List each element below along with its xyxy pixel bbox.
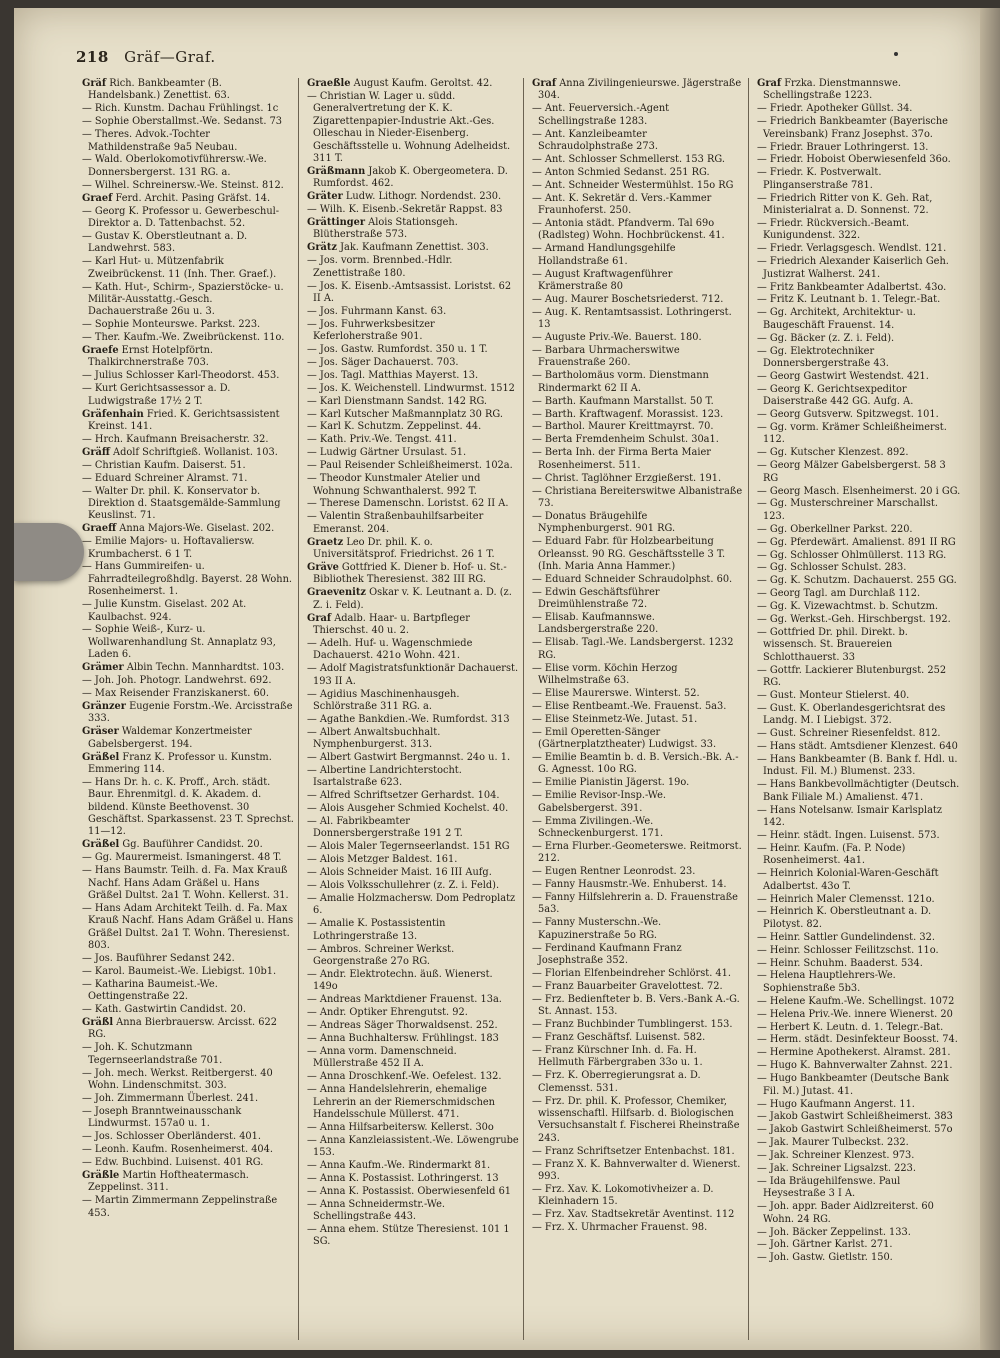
directory-entry: Graeff Anna Majors-We. Giselast. 202. — [82, 523, 275, 535]
directory-entry: — Franz Buchbinder Tumblingerst. 153. — [532, 1019, 733, 1031]
directory-entry: — Wilhel. Schreinersw.-We. Steinst. 812. — [82, 179, 284, 191]
directory-entry: — Frz. X. Uhrmacher Frauenst. 98. — [532, 1222, 708, 1234]
directory-entry: — Ferdinand Kaufmann Franz Josephstraße 352. — [532, 942, 682, 967]
directory-entry: — Fanny Musterschn.-We. Kapuzinerstraße 5o RG. — [532, 917, 662, 941]
directory-entry: — Theodor Kunstmaler Atelier und Wohnung Schwanthalerst. 992 T. — [307, 473, 481, 497]
directory-entry: Gränzer Eugenie Forstm.-We. Arcisstraße 333. — [82, 700, 293, 725]
directory-entry: — Helena Priv.-We. innere Wienerst. 20 — [757, 1008, 953, 1020]
directory-entry: — Elise Steinmetz-We. Jutast. 51. — [532, 713, 698, 725]
directory-entry: — Jos. Säger Dachauerst. 703. — [307, 356, 459, 368]
directory-entry: — Franz X. K. Bahnverwalter d. Wienerst. 993. — [532, 1158, 741, 1182]
directory-entry: — Anna Hilfsarbeitersw. Kellerst. 30o — [307, 1121, 494, 1133]
directory-entry: — Friedr. Rückversich.-Beamt. Kunigundenst. 322. — [757, 217, 910, 242]
directory-entry: — Gg. Architekt, Architektur- u. Baugeschäft Frauenst. 14. — [757, 307, 916, 331]
directory-entry: — Emilie Beamtin b. d. B. Versich.-Bk. A.-G. Agnesst. 10o RG. — [532, 752, 739, 776]
directory-entry: — Christian W. Lager u. südd. Generalvertretung der K. K. Zigarettenpapier-Industrie Akt.-Ges. Olleschau in Nieder-Eisenberg. Geschäftsstelle u. Wohnung Adelheidst. 311 T. — [307, 90, 511, 164]
directory-entry: — Christiana Bereiterswitwe Albanistraße 73. — [532, 485, 743, 509]
directory-entry: — Valentin Straßenbauhilfsarbeiter Emeranst. 204. — [307, 511, 484, 535]
directory-entry: — Franz Schriftsetzer Entenbachst. 181. — [532, 1145, 735, 1157]
directory-entry: — Alois Volksschullehrer (z. Z. i. Feld). — [307, 880, 500, 892]
directory-entry: — Heinrich Maler Clemensst. 121o. — [757, 893, 935, 905]
directory-entry: Gräßel Gg. Bauführer Candidst. 20. — [82, 839, 263, 851]
directory-entry: — Alois Ausgeher Schmied Kochelst. 40. — [307, 803, 509, 815]
directory-entry: — Joh. Joh. Photogr. Landwehrst. 692. — [82, 675, 272, 687]
directory-entry: — Aug. Maurer Boschetsriederst. 712. — [532, 293, 724, 305]
directory-entry: — Jak. Schreiner Ligsalzst. 223. — [757, 1163, 916, 1175]
directory-entry: Gräßmann Jakob K. Obergeometera. D. Rumfordst. 462. — [307, 165, 508, 190]
directory-entry: — Berta Fremdenheim Schulst. 30a1. — [532, 434, 719, 446]
directory-entry: — Armand Handlungsgehilfe Hollandstraße 61. — [532, 243, 676, 267]
directory-entry: — Jos. Bauführer Sedanst 242. — [82, 953, 235, 965]
directory-entry: — Alois Schneider Maist. 16 III Aufg. — [307, 867, 492, 879]
directory-entry: Gräve Gottfried K. Diener b. Hof- u. St.-Bibliothek Theresienst. 382 III RG. — [307, 561, 507, 586]
directory-entry: — Wald. Oberlokomotivführersw.-We. Donnersbergerst. 131 RG. a. — [82, 154, 267, 178]
directory-entry: — Gg. K. Vizewachtmst. b. Schutzm. — [757, 601, 939, 613]
directory-entry: — Jos. Tagl. Matthias Mayerst. 13. — [307, 369, 479, 381]
directory-entry: — Erna Flurber.-Geometerswe. Reitmorst. 212. — [532, 840, 742, 865]
directory-entry: — Hans Gummireifen- u. Fahrradteilegroßhdlg. Bayerst. 28 Wohn. Rosenheimerst. 1. — [82, 561, 293, 598]
directory-entry: — Anna Kanzleiassistent.-We. Löwengrube 153. — [307, 1134, 519, 1159]
directory-entry: — Leonh. Kaufm. Rosenheimerst. 404. — [82, 1144, 274, 1156]
directory-entry: — Antonia städt. Pfandverm. Tal 69o (Radlsteg) Wohn. Hochbrückenst. 41. — [532, 217, 725, 242]
directory-entry: — Walter Dr. phil. K. Konservator b. Direktion d. Staatsgemälde-Sammlung Keuslinst. 71. — [82, 485, 281, 522]
directory-entry: — Alois Maler Tegernseerlandst. 151 RG — [307, 841, 510, 853]
directory-entry: — Jos. K. Weichenstell. Lindwurmst. 1512 — [307, 382, 515, 394]
directory-entry: Gräfenhain Fried. K. Gerichtsassistent Kreinst. 141. — [82, 408, 280, 432]
directory-entry: — Gg. Maurermeist. Ismaningerst. 48 T. — [82, 852, 282, 864]
directory-entry: — Franz Geschäftsf. Luisenst. 582. — [532, 1031, 706, 1043]
directory-entry: — Hermine Apothekerst. Alramst. 281. — [757, 1047, 951, 1059]
directory-entry: — Adelh. Huf- u. Wagenschmiede Dachauerst. 421o Wohn. 421. — [307, 637, 473, 662]
directory-entry: — Eduard Fabr. für Holzbearbeitung Orleansst. 90 RG. Geschäftsstelle 3 T. (Inh. Maria Anna Hammer.) — [532, 536, 726, 572]
directory-entry: — Edw. Buchbind. Luisenst. 401 RG. — [82, 1157, 264, 1169]
directory-entry: — Friedrich Bankbeamter (Bayerische Vereinsbank) Franz Josephst. 37o. — [757, 116, 948, 140]
directory-entry: — Jakob Gastwirt Schleißheimerst. 57o — [757, 1124, 953, 1136]
directory-entry: — Christian Kaufm. Daiserst. 51. — [82, 459, 246, 471]
directory-entry: — Emilie Majors- u. Hoftavaliersw. Krumbacherst. 6 1 T. — [82, 536, 255, 560]
directory-entry: — Agathe Bankdien.-We. Rumfordst. 313 — [307, 713, 510, 725]
directory-entry: — Christ. Taglöhner Erzgießerst. 191. — [532, 472, 722, 484]
directory-entry: — Herm. städt. Desinfekteur Boosst. 74. — [757, 1034, 958, 1046]
directory-entry: — Alfred Schriftsetzer Gerhardst. 104. — [307, 790, 500, 802]
directory-entry: — Gottfried Dr. phil. Direkt. b. wissensch. St. Brauereien Schlotthauerst. 33 — [757, 626, 908, 663]
directory-entry: — Andr. Elektrotechn. äuß. Wienerst. 149o — [307, 968, 493, 993]
directory-entry: — Gust. Schreiner Riesenfeldst. 812. — [757, 728, 941, 740]
directory-entry: Gräßle Martin Hoftheatermasch. Zeppelinst. 311. — [82, 1169, 249, 1194]
directory-entry: — Hans Dr. h. c. K. Proff., Arch. städt. Baur. Ehrenmitgl. d. K. Akadem. d. bildend. Künste Beethovenst. 30 Geschäftst. Sparkassenst. 23 T. Sprechst. 11—12. — [82, 776, 294, 838]
directory-entry: — Theres. Advok.-Tochter Mathildenstraße 9a5 Neubau. — [82, 129, 238, 153]
directory-entry: — Friedr. Brauer Lothringerst. 13. — [757, 141, 929, 153]
directory-entry: — Anton Schmied Sedanst. 251 RG. — [532, 166, 710, 178]
page-header — [76, 48, 216, 72]
directory-entry: — Karl Hut- u. Mützenfabrik Zweibrückenst. 11 (Inh. Ther. Graef.). — [82, 256, 277, 280]
column-1 — [76, 78, 299, 1340]
directory-entry: — Georg Gutsverw. Spitzwegst. 101. — [757, 409, 939, 421]
directory-entry: — Franz Kürschner Inh. d. Fa. H. Hellmuth Färbergraben 33o u. 1. — [532, 1044, 703, 1069]
directory-entry: — Heinrich K. Oberstleutnant a. D. Pilotyst. 82. — [757, 906, 932, 930]
directory-entry: — Gottfr. Lackierer Blutenburgst. 252 RG. — [757, 664, 947, 689]
directory-entry: Graf Anna Zivilingenieurswe. Jägerstraße 304. — [532, 78, 742, 102]
directory-entry: — Andreas Marktdiener Frauenst. 13a. — [307, 994, 502, 1006]
directory-entry: — Gust. Monteur Stielerst. 40. — [757, 690, 910, 701]
directory-entry: — Anna Schneidermstr.-We. Schellingstraße 443. — [307, 1198, 445, 1223]
directory-entry: — Gg. Werkst.-Geh. Hirschbergst. 192. — [757, 614, 951, 626]
directory-entry: — Aug. K. Rentamtsassist. Lothringerst. 13 — [532, 306, 732, 331]
directory-entry: — Gg. K. Schutzm. Dachauerst. 255 GG. — [757, 575, 957, 587]
directory-entry: — Katharina Baumeist.-We. Oettingenstraße 22. — [82, 978, 218, 1003]
directory-entry: — Kurt Gerichtsassessor a. D. Ludwigstraße 17½ 2 T. — [82, 383, 231, 407]
directory-entry: — Ambros. Schreiner Werkst. Georgenstraße 27o RG. — [307, 943, 455, 968]
directory-entry: — Eugen Rentner Leonrodst. 23. — [532, 866, 696, 878]
directory-entry: — Hans städt. Amtsdiener Klenzest. 640 — [757, 741, 958, 753]
directory-entry: — Wilh. K. Eisenb.-Sekretär Rappst. 83 — [307, 204, 503, 216]
directory-entry: — Frz. Xav. K. Lokomotivheizer a. D. Kleinhadern 15. — [532, 1183, 714, 1208]
directory-entry: — Anna Buchhaltersw. Frühlingst. 183 — [307, 1032, 499, 1044]
directory-entry: — Auguste Priv.-We. Bauerst. 180. — [532, 332, 702, 344]
directory-entry: — Berta Inh. der Firma Berta Maier Rosenheimerst. 511. — [532, 447, 711, 471]
directory-entry: — Georg Masch. Elsenheimerst. 20 i GG. — [757, 485, 961, 497]
directory-entry: — Jos. Fuhrmann Kanst. 63. — [307, 305, 447, 317]
directory-entry: — Friedr. Hoboist Oberwiesenfeld 36o. — [757, 154, 951, 166]
directory-entry: — Georg K. Professor u. Gewerbeschul-Direktor a. D. Tattenbachst. 52. — [82, 205, 280, 229]
directory-entry: — Barthol. Maurer Kreittmayrst. 70. — [532, 421, 714, 433]
directory-entry: — Barth. Kaufmann Marstallst. 50 T. — [532, 395, 714, 407]
directory-entry: — Gg. Kutscher Klenzest. 892. — [757, 447, 909, 459]
directory-page — [14, 8, 980, 1350]
directory-entry: — Edwin Geschäftsführer Dreimühlenstraße 72. — [532, 586, 660, 611]
page-tab-marker — [14, 523, 84, 581]
directory-entry: Gräff Adolf Schriftgieß. Wollanist. 103. — [82, 446, 278, 458]
directory-entry: — Ant. Feuerversich.-Agent Schellingstraße 1283. — [532, 103, 670, 127]
directory-entry: — Gg. Elektrotechniker Donnersbergerstraße 43. — [757, 345, 889, 369]
directory-entry: — Amalie Holzmachersw. Dom Pedroplatz 6. — [307, 893, 516, 917]
directory-entry: — Paul Reisender Schleißheimerst. 102a. — [307, 460, 513, 472]
directory-entry: — Anna Droschkenf.-We. Oefelest. 132. — [307, 1071, 502, 1083]
columns-container — [76, 78, 966, 1340]
directory-entry: — Albert Anwaltsbuchhalt. Nymphenburgerst. 313. — [307, 726, 441, 751]
column-2 — [301, 78, 524, 1340]
directory-entry: Graetz Leo Dr. phil. K. o. Universitätsprof. Friedrichst. 26 1 T. — [307, 536, 495, 561]
directory-entry: — Karol. Baumeist.-We. Liebigst. 10b1. — [82, 965, 277, 977]
directory-entry: — Heinr. Kaufm. (Fa. P. Node) Rosenheimerst. 4a1. — [757, 842, 906, 867]
directory-entry: — Hans Bankbeamter (B. Bank f. Hdl. u. Indust. Fil. M.) Blumenst. 233. — [757, 754, 958, 778]
directory-entry: — Elise vorm. Köchin Herzog Wilhelmstraße 63. — [532, 662, 678, 687]
directory-entry: — Joseph Branntweinausschank Lindwurmst. 157a0 u. 1. — [82, 1105, 242, 1130]
directory-entry: — Heinr. Schuhm. Baaderst. 534. — [757, 957, 923, 969]
directory-entry: — Ant. Schlosser Schmellerst. 153 RG. — [532, 153, 725, 165]
directory-entry: — Frz. K. Oberregierungsrat a. D. Clemensst. 531. — [532, 1070, 701, 1094]
directory-entry: — Alois Metzger Baldest. 161. — [307, 854, 458, 866]
directory-entry: — Elisab. Kaufmannswe. Landsbergerstraße 220. — [532, 612, 659, 636]
directory-entry: — Barth. Kraftwagenf. Morassist. 123. — [532, 408, 724, 420]
directory-entry: — Joh. Zimmermann Überlest. 241. — [82, 1093, 259, 1104]
directory-entry: — Gg. Oberkellner Parkst. 220. — [757, 523, 913, 535]
directory-entry: — Fanny Hausmstr.-We. Enhuberst. 14. — [532, 879, 727, 891]
directory-entry: — Barbara Uhrmacherswitwe Frauenstraße 260. — [532, 345, 680, 369]
directory-entry: — Amalie K. Postassistentin Lothringerstraße 13. — [307, 918, 446, 942]
directory-entry: — Florian Elfenbeindreher Schlörst. 41. — [532, 967, 732, 979]
column-3 — [526, 78, 749, 1340]
directory-entry: — Elise Maurerswe. Winterst. 52. — [532, 688, 700, 699]
directory-entry: — Adolf Magistratsfunktionär Dachauerst. 193 II A. — [307, 663, 519, 687]
directory-entry: — Anna ehem. Stütze Theresienst. 101 1 SG. — [307, 1224, 510, 1248]
directory-entry: — Hans Bankbevollmächtigter (Deutsch. Bank Filiale M.) Amalienst. 471. — [757, 779, 960, 803]
directory-entry: — Friedrich Alexander Kaiserlich Geh. Justizrat Walherst. 241. — [757, 256, 949, 280]
directory-entry: — Kath. Gastwirtin Candidst. 20. — [82, 1004, 246, 1016]
directory-entry: — Hans Baumstr. Teilh. d. Fa. Max Krauß Nachf. Hans Adam Gräßel u. Hans Gräßel Dultst. 2a1 T. Wohn. Kellerst. 31. — [82, 865, 289, 901]
directory-entry: — Friedrich Ritter von K. Geh. Rat, Ministerialrat a. D. Sonnenst. 72. — [757, 192, 933, 217]
directory-entry: — Julie Kunstm. Giselast. 202 At. Kaulbachst. 924. — [82, 599, 247, 623]
directory-entry: — Jos. vorm. Brennbed.-Hdlr. Zenettistraße 180. — [307, 255, 453, 279]
directory-entry: — Hrch. Kaufmann Breisacherstr. 32. — [82, 433, 269, 445]
directory-entry: — Emma Zivilingen.-We. Schneckenburgerst. 171. — [532, 815, 664, 839]
directory-entry: — Friedr. K. Postverwalt. Plinganserstraße 781. — [757, 167, 882, 191]
directory-entry: — Gg. Schlosser Ohlmüllerst. 113 RG. — [757, 549, 947, 561]
page-range: Gräf—Graf. — [124, 48, 216, 66]
directory-entry: — Georg Gastwirt Westendst. 421. — [757, 370, 929, 382]
directory-entry: — Jos. Fuhrwerksbesitzer Keferloherstraße 901. — [307, 318, 435, 343]
directory-entry: — Jak. Schreiner Klenzest. 973. — [757, 1150, 915, 1162]
directory-entry: — Gg. Schlosser Schulst. 283. — [757, 562, 907, 574]
directory-entry: — Georg K. Gerichtsexpeditor Daiserstraße 442 GG. Aufg. A. — [757, 383, 914, 408]
directory-entry: — Heinr. Sattler Gundelindenst. 32. — [757, 931, 935, 943]
directory-entry: — Ant. Schneider Westermühlst. 15o RG — [532, 179, 734, 191]
directory-entry: — Andreas Säger Thorwaldsenst. 252. — [307, 1020, 498, 1032]
directory-entry: — Hugo Kaufmann Angerst. 11. — [757, 1098, 915, 1110]
directory-entry: — Karl Kutscher Maßmannplatz 30 RG. — [307, 408, 503, 420]
directory-entry: — Gust. K. Oberlandesgerichtsrat des Landg. M. I Liebigst. 372. — [757, 702, 946, 727]
directory-entry: — Al. Fabrikbeamter Donnersbergerstraße 191 2 T. — [307, 816, 463, 840]
directory-entry: — Heinr. städt. Ingen. Luisenst. 573. — [757, 829, 940, 841]
directory-entry: — Frz. Xav. Stadtsekretär Aventinst. 112 — [532, 1209, 735, 1221]
page-number: 218 — [76, 48, 109, 66]
directory-entry: — Sophie Oberstallmst.-We. Sedanst. 73 — [82, 116, 283, 128]
directory-entry: — Frz. Bedienfteter b. B. Vers.-Bank A.-G. St. Annast. 153. — [532, 993, 740, 1018]
directory-entry: — Max Reisender Franziskanerst. 60. — [82, 688, 270, 699]
directory-entry: Graf Adalb. Haar- u. Bartpfleger Thierschst. 40 u. 2. — [307, 612, 470, 636]
ink-dot — [894, 52, 898, 56]
directory-entry: — Elisab. Tagl.-We. Landsbergerst. 1232 RG. — [532, 637, 734, 661]
directory-entry: — Jak. Maurer Tulbeckst. 232. — [757, 1137, 909, 1149]
directory-entry: — Rich. Kunstm. Dachau Frühlingst. 1c — [82, 103, 279, 115]
directory-entry: — Joh. Gärtner Karlst. 271. — [757, 1239, 893, 1251]
directory-entry: — Agidius Maschinenhausgeh. Schlörstraße 311 RG. a. — [307, 688, 460, 712]
directory-entry: Gräßl Anna Bierbrauersw. Arcisst. 622 RG. — [82, 1017, 277, 1041]
directory-entry: — Jakob Gastwirt Schleißheimerst. 383 — [757, 1111, 953, 1123]
directory-entry: — Friedr. Apotheker Güllst. 34. — [757, 103, 913, 115]
directory-entry: — Fritz K. Leutnant b. 1. Telegr.-Bat. — [757, 294, 941, 306]
directory-entry: — Ida Bräugehilfenswe. Paul Heysestraße 3 I A. — [757, 1175, 901, 1200]
directory-entry: — Hans Adam Architekt Teilh. d. Fa. Max Krauß Nachf. Hans Adam Gräßel u. Hans Gräßel Dultst. 2a1 T. Wohn. Theresienst. 803. — [82, 902, 294, 952]
directory-entry: — Jos. Gastw. Rumfordst. 350 u. 1 T. — [307, 344, 488, 356]
directory-entry: — Gg. vorm. Krämer Schleißheimerst. 112. — [757, 421, 947, 446]
directory-entry: Graeßle August Kaufm. Geroltst. 42. — [307, 78, 493, 89]
directory-entry: — Emilie Revisor-Insp.-We. Gabelsbergerst. 391. — [532, 790, 666, 814]
directory-entry: — Hans Notelsanw. Ismair Karlsplatz 142. — [757, 804, 943, 829]
directory-entry: — Helena Hauptlehrers-We. Sophienstraße 5b3. — [757, 970, 896, 994]
directory-entry: — Karl K. Schutzm. Zeppelinst. 44. — [307, 421, 482, 433]
next-page-edge — [980, 8, 1000, 1350]
directory-entry: Gräßel Franz K. Professor u. Kunstm. Emmering 114. — [82, 751, 272, 775]
column-4 — [751, 78, 966, 1340]
directory-entry: — Anna vorm. Damenschneid. Müllerstraße 452 II A. — [307, 1045, 457, 1070]
directory-entry: — Elise Rentbeamt.-We. Frauenst. 5a3. — [532, 700, 727, 712]
directory-entry: — Frz. Dr. phil. K. Professor, Chemiker, wissenschaftl. Hilfsarb. d. Biologischen Versuchsanstalt f. Fischerei Rheinstraße 243. — [532, 1095, 740, 1144]
directory-entry: — Therese Damenschn. Loristst. 62 II A. — [307, 498, 509, 510]
directory-entry: — Georg Tagl. am Durchlaß 112. — [757, 588, 921, 600]
directory-entry: Graef Ferd. Archit. Pasing Gräfst. 14. — [82, 192, 271, 204]
directory-entry: — Anna Handelslehrerin, ehemalige Lehrerin an der Riemerschmidschen Handelsschule Müllerst. 471. — [307, 1084, 495, 1120]
directory-entry: Gräf Rich. Bankbeamter (B. Handelsbank.) Zenettist. 63. — [82, 78, 230, 102]
directory-entry: — Fanny Hilfslehrerin a. D. Frauenstraße 5a3. — [532, 892, 738, 916]
directory-entry: — Anna K. Postassist. Lothringerst. 13 — [307, 1172, 499, 1184]
directory-entry: — Andr. Optiker Ehrengutst. 92. — [307, 1007, 468, 1019]
directory-entry: — Donatus Bräugehilfe Nymphenburgerst. 901 RG. — [532, 510, 676, 535]
directory-entry: — Hugo K. Bahnverwalter Zahnst. 221. — [757, 1060, 953, 1072]
directory-entry: — Gg. Musterschreiner Marschallst. 123. — [757, 498, 938, 522]
directory-entry: — Helene Kaufm.-We. Schellingst. 1072 — [757, 995, 955, 1007]
directory-entry: Grättinger Alois Stationsgeh. Blütherstraße 573. — [307, 216, 458, 241]
directory-entry: Gräter Ludw. Lithogr. Nordendst. 230. — [307, 191, 502, 203]
directory-entry: — Eduard Schneider Schraudolphst. 60. — [532, 573, 733, 585]
directory-entry: — Albertine Landrichterstocht. Isartalstraße 623. — [307, 764, 462, 789]
directory-entry: — Ludwig Gärtner Ursulast. 51. — [307, 447, 467, 459]
directory-entry: — Friedr. Verlagsgesch. Wendlst. 121. — [757, 243, 947, 255]
directory-entry: — Albert Gastwirt Bergmannst. 24o u. 1. — [307, 752, 511, 764]
directory-entry: — Gg. Bäcker (z. Z. i. Feld). — [757, 332, 895, 344]
directory-entry: — Heinrich Kolonial-Waren-Geschäft Adalbertst. 43o T. — [757, 868, 939, 892]
directory-entry: — Karl Dienstmann Sandst. 142 RG. — [307, 395, 488, 407]
directory-entry: — Franz Bauarbeiter Gravelottest. 72. — [532, 980, 723, 992]
directory-entry: — Jos. Schlosser Oberländerst. 401. — [82, 1131, 262, 1143]
directory-entry: — Georg Mälzer Gabelsbergerst. 58 3 RG — [757, 460, 946, 484]
directory-entry: Grämer Albin Techn. Mannhardtst. 103. — [82, 662, 285, 674]
directory-entry: — Kath. Priv.-We. Tengst. 411. — [307, 434, 457, 446]
directory-entry: — Fritz Bankbeamter Adalbertst. 43o. — [757, 281, 947, 293]
directory-entry: — Joh. mech. Werkst. Reitbergerst. 40 Wohn. Lindenschmitst. 303. — [82, 1067, 273, 1092]
directory-entry: — Joh. appr. Bader Aidlzreiterst. 60 Wohn. 24 RG. — [757, 1201, 934, 1225]
directory-entry: — Sophie Weiß-, Kurz- u. Wollwarenhandlung St. Annaplatz 93, Laden 6. — [82, 624, 276, 661]
directory-entry: — Hugo Bankbeamter (Deutsche Bank Fil. M.) Jutast. 41. — [757, 1073, 949, 1097]
directory-entry: Gräser Waldemar Konzertmeister Gabelsbergerst. 194. — [82, 726, 252, 750]
directory-entry: — Julius Schlosser Karl-Theodorst. 453. — [82, 370, 280, 382]
directory-entry: — Ant. Kanzleibeamter Schraudolphstraße 273. — [532, 128, 658, 153]
directory-entry: — Ther. Kaufm.-We. Zweibrückenst. 11o. — [82, 332, 285, 344]
directory-entry: — Martin Zimmermann Zeppelinstraße 453. — [82, 1195, 278, 1219]
directory-entry: — Kath. Hut-, Schirm-, Spazierstöcke- u. Militär-Ausstattg.-Gesch. Dachauerstraße 26u u. 3. — [82, 281, 284, 318]
directory-entry: — Gg. Pferdewärt. Amalienst. 891 II RG — [757, 536, 956, 548]
directory-entry: — Joh. Gastw. Gietlstr. 150. — [757, 1252, 893, 1264]
directory-entry: — Joh. Bäcker Zeppelinst. 133. — [757, 1226, 911, 1238]
directory-entry: — Sophie Monteurswe. Parkst. 223. — [82, 319, 261, 331]
directory-entry: — Jos. K. Eisenb.-Amtsassist. Loristst. 62 II A. — [307, 280, 512, 304]
directory-entry: — Anna Kaufm.-We. Rindermarkt 81. — [307, 1160, 491, 1172]
directory-entry: — Ant. K. Sekretär d. Vers.-Kammer Fraunhoferst. 250. — [532, 192, 712, 217]
directory-entry: Grätz Jak. Kaufmann Zenettist. 303. — [307, 242, 489, 254]
directory-entry: — Bartholomäus vorm. Dienstmann Rindermarkt 62 II A. — [532, 370, 709, 394]
directory-entry: — Joh. K. Schutzmann Tegernseerlandstraße 701. — [82, 1042, 223, 1066]
directory-entry: — Heinr. Schlosser Feilitzschst. 11o. — [757, 944, 939, 956]
directory-entry: — Gustav K. Oberstleutnant a. D. Landwehrst. 583. — [82, 230, 248, 255]
directory-entry: Graf Frzka. Dienstmannswe. Schellingstraße 1223. — [757, 78, 901, 102]
directory-entry: — Anna K. Postassist. Oberwiesenfeld 61 — [307, 1185, 512, 1197]
directory-entry: Graevenitz Oskar v. K. Leutnant a. D. (z. Z. i. Feld). — [307, 587, 512, 611]
directory-entry: — Eduard Schreiner Alramst. 71. — [82, 472, 248, 484]
directory-entry: — Emil Operetten-Sänger (Gärtnerplatztheater) Ludwigst. 33. — [532, 726, 717, 751]
directory-entry: — August Kraftwagenführer Krämerstraße 80 — [532, 268, 673, 292]
directory-entry: — Herbert K. Leutn. d. 1. Telegr.-Bat. — [757, 1021, 944, 1033]
directory-entry: Graefe Ernst Hotelpförtn. Thalkirchnerstraße 703. — [82, 345, 214, 369]
directory-entry: — Emilie Pianistin Jägerst. 19o. — [532, 777, 690, 789]
